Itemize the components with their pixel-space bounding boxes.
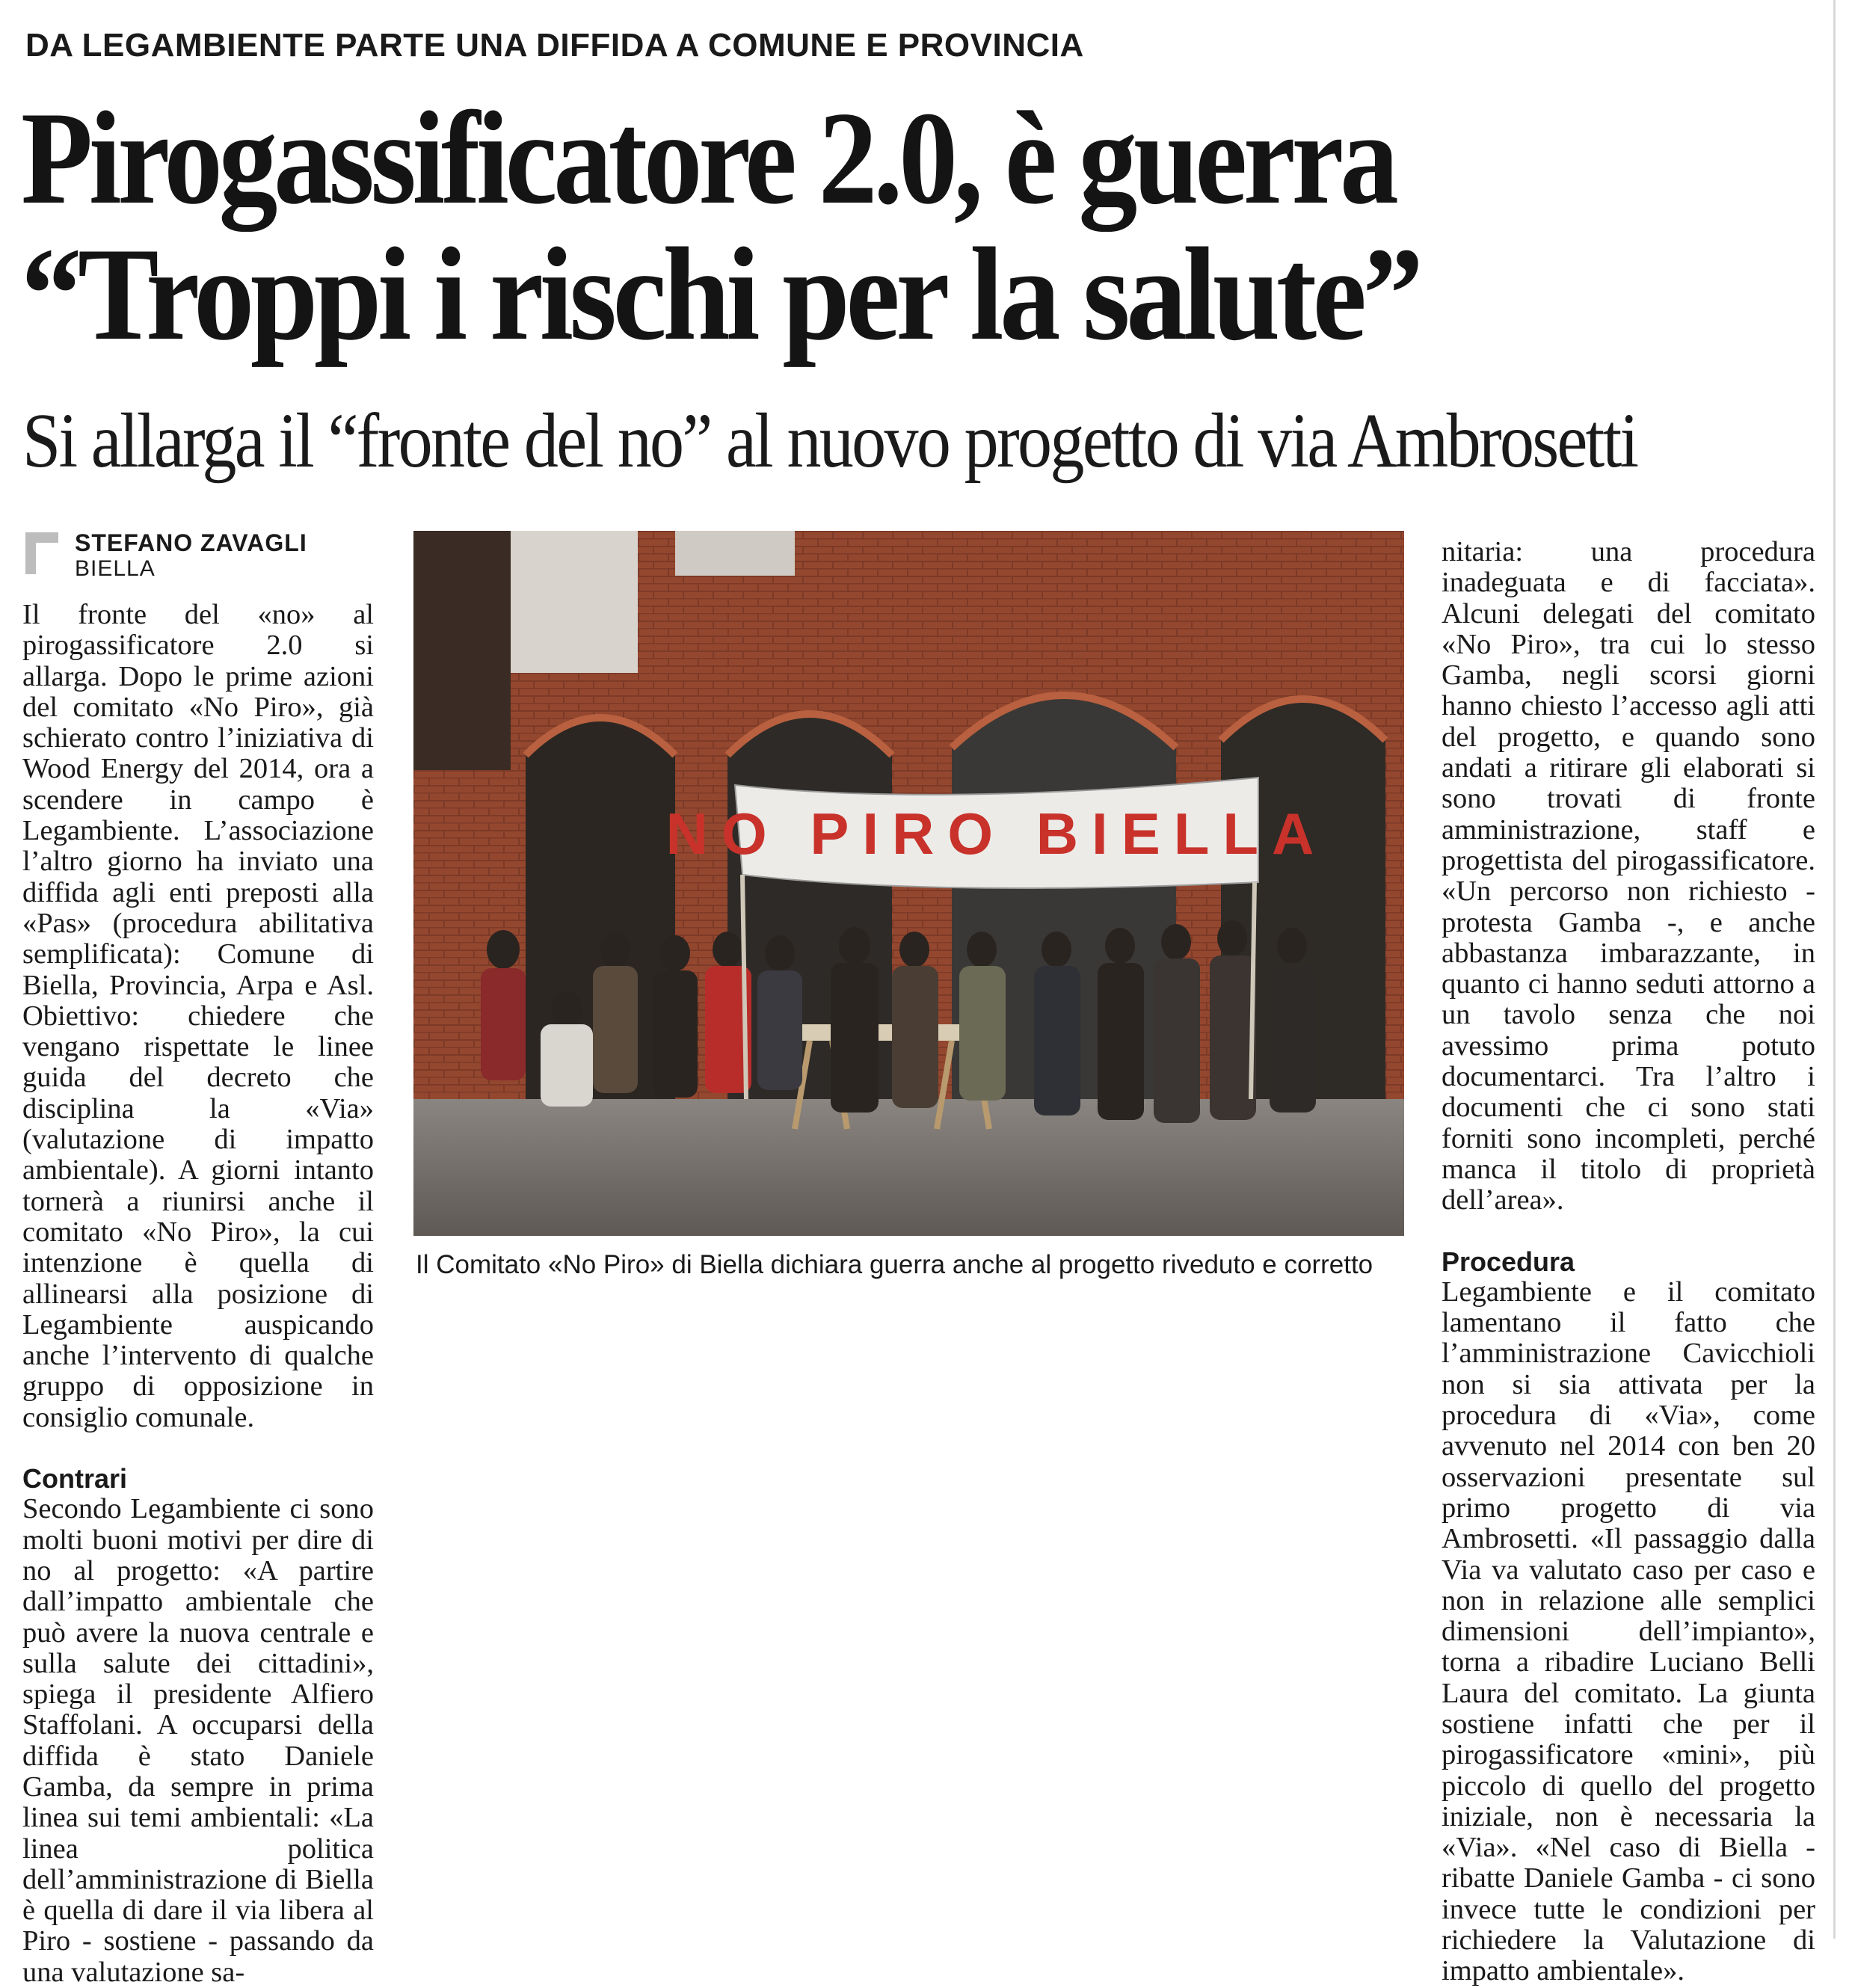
section-heading: Procedura <box>1442 1246 1575 1277</box>
paragraph: nitaria: una procedura inadeguata e di facciata». Alcuni delegati del comitato «No Piro», tra cui lo stesso Gamba, negli scorsi giorni hanno chiesto l’accesso agli atti del progetto, e quando sono andati a ritirare gli elaborati si sono trovati di fronte amministrazione, staff e progettista del pirogassificatore. «Un percorso non richiesto - protesta Gamba -, e anche abbastanza imbarazzante, in quanto ci hanno seduti attorno a un tavolo senza che noi avessimo prima potuto documentarci. Tra l’altro i documenti che ci sono stati forniti sono incompleti, perché manca il titolo di proprietà dell’area». <box>1442 536 1815 1216</box>
subheadline: Si allarga il “fronte del no” al nuovo progetto di via Ambrosetti <box>22 398 1637 484</box>
photo-caption: Il Comitato «No Piro» di Biella dichiara guerra anche al progetto riveduto e corretto <box>416 1250 1373 1279</box>
paragraph: Il fronte del «no» al pirogassificatore 2.0 si allarga. Dopo le prime azioni del comitato «No Piro», già schierato contro l’iniziativa di Wood Energy del 2014, ora a scendere in campo è Legambiente. L’associazione l’altro giorno ha inviato una diffida agli enti preposti alla «Pas» (procedura abilitativa semplificata): Comune di Biella, Provincia, Arpa e Asl. Obiettivo: chiedere che vengano rispettate le linee guida del decreto che disciplina la «Via» (valutazione di impatto ambientale). A giorni intanto tornerà a riunirsi anche il comitato «No Piro», la cui intenzione è quella di allinearsi alla posizione di Legambiente auspicando anche l’intervento di qualche gruppo di opposizione in consiglio comunale. <box>22 599 374 1433</box>
kicker: DA LEGAMBIENTE PARTE UNA DIFFIDA A COMUNE E PROVINCIA <box>25 27 1084 64</box>
paragraph: Legambiente e il comitato lamentano il fatto che l’amministrazione Cavicchioli non si sia attivata per la procedura di «Via», come avvenuto nel 2014 con ben 20 osservazioni presentate sul primo progetto di via Ambrosetti. «Il passaggio dalla Via va valutato caso per caso e non in relazione alle semplici dimensioni dell’impianto», torna a ribadire Luciano Belli Laura del comitato. La giunta sostiene infatti che per il pirogassificatore «mini», più piccolo di quello del progetto iniziale, non è necessaria la «Via». «Nel caso di Biella - ribatte Daniele Gamba - ci sono invece tutte le condizioni per richiedere la Valutazione di impatto ambientale». <box>1442 1275 1815 1987</box>
dateline-location: BIELLA <box>75 556 156 581</box>
section-heading: Contrari <box>22 1463 128 1495</box>
text-column-right <box>1442 537 1815 1987</box>
news-photo <box>413 531 1404 1236</box>
paragraph: Secondo Legambiente ci sono molti buoni motivi per dire di no al progetto: «A partire dall’impatto ambientale che può avere la nuova centrale e sulla salute dei cittadini», spiega il presidente Alfiero Staffolani. A occuparsi della diffida è stato Daniele Gamba, da sempre in prima linea sui temi ambientali: «La linea politica dell’amministrazione di Biella è quella di dare il via libera al Piro - sostiene - passando da una valutazione sa- <box>22 1493 374 1988</box>
text-column-left <box>22 600 374 1988</box>
byline-corner-mark <box>25 532 58 574</box>
headline-line-2: “Troppi i rischi per la salute” <box>21 220 1420 368</box>
page-edge-rule <box>1833 0 1836 1939</box>
author-name: STEFANO ZAVAGLI <box>75 529 307 556</box>
headline-line-1: Pirogassificatore 2.0, è guerra <box>21 84 1395 232</box>
banner-lettering: NO PIRO BIELLA <box>665 801 1328 867</box>
